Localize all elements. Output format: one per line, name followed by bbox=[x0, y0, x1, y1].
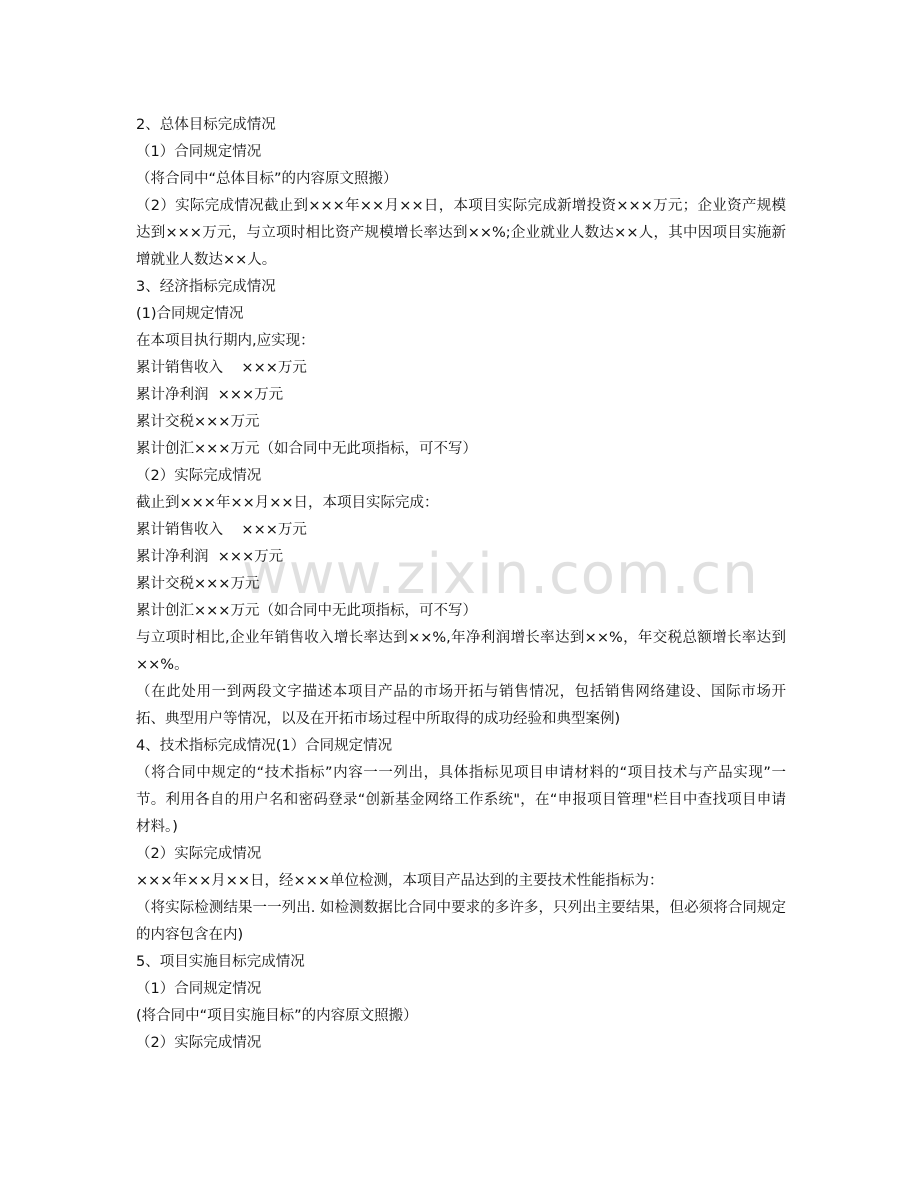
document-body bbox=[136, 112, 786, 1057]
heading-economic-indicators: 3、经济指标完成情况 bbox=[136, 279, 276, 295]
heading-overall-goal: 2、总体目标完成情况 bbox=[136, 117, 276, 133]
watermark: www.zixin.com.cn bbox=[242, 542, 759, 607]
list-item: 累计销售收入 ×××万元 bbox=[136, 522, 307, 538]
list-item: 累计交税×××万元 bbox=[136, 576, 260, 592]
subheading-contract-terms: （1）合同规定情况 bbox=[136, 981, 262, 997]
heading-technical-indicators: 4、技术指标完成情况(1）合同规定情况 bbox=[136, 738, 393, 754]
subheading-actual-completion: （2）实际完成情况 bbox=[136, 1035, 262, 1051]
subheading-contract-terms: （1）合同规定情况 bbox=[136, 144, 262, 160]
list-item: 累计净利润 ×××万元 bbox=[136, 387, 284, 403]
subheading-actual-completion: （2）实际完成情况 bbox=[136, 846, 262, 862]
note-text: （将合同中“总体目标”的内容原文照搬） bbox=[136, 171, 398, 187]
list-item: 累计创汇×××万元（如合同中无此项指标，可不写） bbox=[136, 603, 477, 619]
list-item: 累计销售收入 ×××万元 bbox=[136, 360, 307, 376]
list-item: 累计净利润 ×××万元 bbox=[136, 549, 284, 565]
note-text: (将合同中“项目实施目标”的内容原文照搬） bbox=[136, 1008, 418, 1024]
list-item: 累计创汇×××万元（如合同中无此项指标，可不写） bbox=[136, 441, 477, 457]
paragraph-test-results-note: （将实际检测结果一一列出. 如检测数据比合同中要求的多许多，只列出主要结果，但必须将合同规定的内容包含在内) bbox=[136, 900, 786, 943]
heading-implementation-goals: 5、项目实施目标完成情况 bbox=[136, 954, 305, 970]
subheading-actual-completion: （2）实际完成情况 bbox=[136, 468, 262, 484]
body-text: 在本项目执行期内,应实现： bbox=[136, 333, 315, 349]
body-text: 截止到×××年××月××日，本项目实际完成： bbox=[136, 495, 439, 511]
subheading-contract-terms: (1)合同规定情况 bbox=[136, 306, 244, 322]
list-item: 累计交税×××万元 bbox=[136, 414, 260, 430]
body-text: ×××年××月××日，经×××单位检测，本项目产品达到的主要技术性能指标为： bbox=[136, 873, 664, 889]
paragraph-growth-rates: 与立项时相比,企业年销售收入增长率达到××%,年净利润增长率达到××%，年交税总额增长率达到××%。 bbox=[136, 630, 786, 673]
paragraph-market-note: （在此处用一到两段文字描述本项目产品的市场开拓与销售情况，包括销售网络建设、国际市场开拓、典型用户等情况，以及在开拓市场过程中所取得的成功经验和典型案例) bbox=[136, 684, 786, 727]
paragraph-actual-completion: （2）实际完成情况截止到×××年××月××日，本项目实际完成新增投资×××万元；企业资产规模达到×××万元，与立项时相比资产规模增长率达到××%;企业就业人数达××人，其中因项目实施新增就业人数达××人。 bbox=[136, 198, 786, 268]
paragraph-technical-note: （将合同中规定的“技术指标”内容一一列出，具体指标见项目申请材料的“项目技术与产品实现”一节。利用各自的用户名和密码登录“创新基金网络工作系统"，在“申报项目管理"栏目中查找项目申请材料。) bbox=[136, 765, 786, 835]
